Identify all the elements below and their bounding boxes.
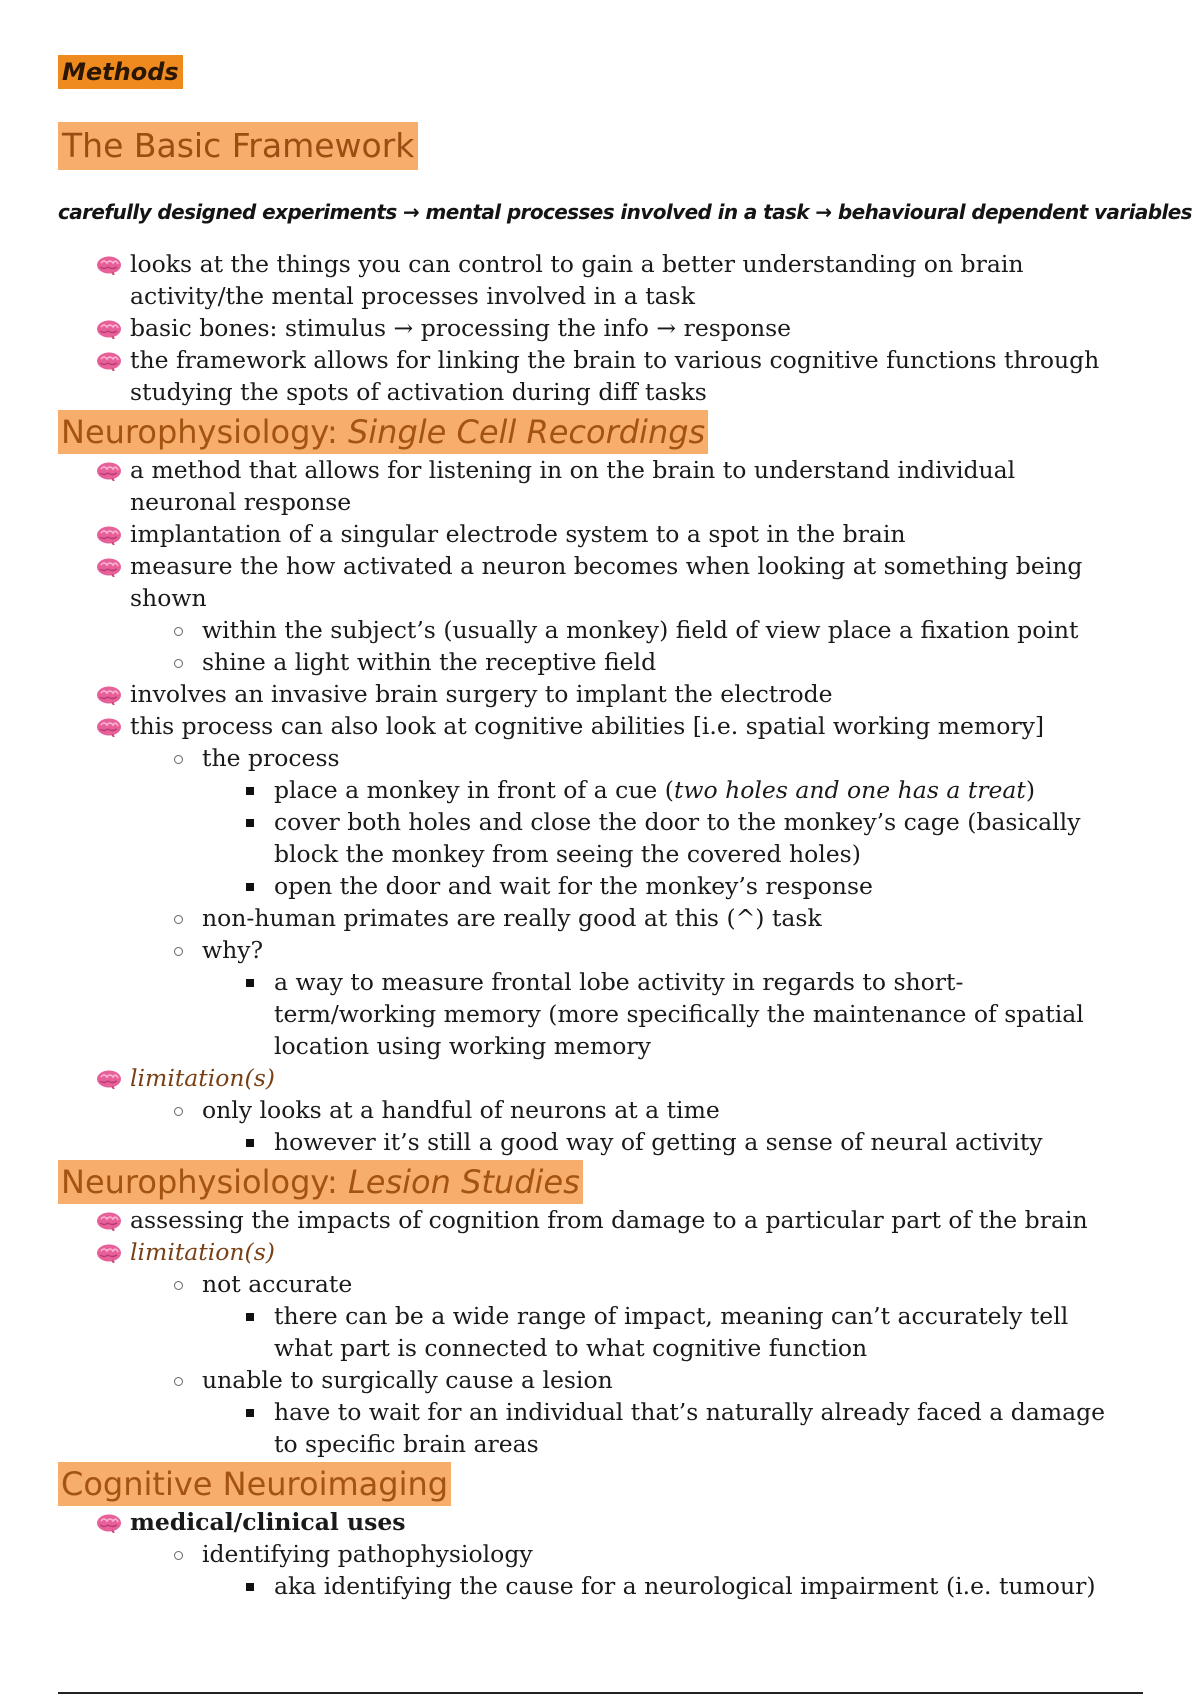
sub-sub-list-item: open the door and wait for the monkey’s response bbox=[202, 870, 1120, 902]
methods-tag: Methods bbox=[58, 55, 183, 89]
circle-bullet-icon bbox=[174, 1107, 183, 1116]
brain-bullet-icon bbox=[96, 1513, 122, 1533]
sub-sub-list-item: cover both holes and close the door to the monkey’s cage (basically block the monkey from seeing the covered holes) bbox=[202, 806, 1120, 870]
sub-list-item: identifying pathophysiology aka identifying the cause for a neurological impairment (i.e. tumour) bbox=[130, 1538, 1120, 1602]
circle-bullet-icon bbox=[174, 627, 183, 636]
sub-sub-list-item: however it’s still a good way of getting a sense of neural activity bbox=[202, 1126, 1120, 1158]
list-item: involves an invasive brain surgery to implant the electrode bbox=[58, 678, 1120, 710]
brain-bullet-icon bbox=[96, 717, 122, 737]
sub-list-item: shine a light within the receptive field bbox=[130, 646, 1120, 678]
framework-flow: carefully designed experiments → mental processes involved in a task → behavioural dependent variables bbox=[58, 200, 1192, 224]
circle-bullet-icon bbox=[174, 755, 183, 764]
heading-cognitive-neuroimaging: Cognitive Neuroimaging bbox=[58, 1462, 451, 1506]
list-item: medical/clinical uses identifying pathophysiology aka identifying the cause for a neurological impairment (i.e. tumour) bbox=[58, 1506, 1120, 1602]
heading-lesion-studies: Neurophysiology: Lesion Studies bbox=[58, 1160, 583, 1204]
circle-bullet-icon bbox=[174, 947, 183, 956]
heading-single-cell: Neurophysiology: Single Cell Recordings bbox=[58, 410, 708, 454]
list-item: assessing the impacts of cognition from damage to a particular part of the brain bbox=[58, 1204, 1120, 1236]
circle-bullet-icon bbox=[174, 1281, 183, 1290]
sub-list-item: non-human primates are really good at this (^) task bbox=[130, 902, 1120, 934]
sub-list-item: the process place a monkey in front of a cue (two holes and one has a treat) cover both holes and close the door to the monkey’s cage (basically block the monkey from seeing the covered holes) open the door and wait for the monkey’s response bbox=[130, 742, 1120, 902]
basic-framework-list bbox=[58, 248, 1120, 408]
brain-bullet-icon bbox=[96, 525, 122, 545]
circle-bullet-icon bbox=[174, 659, 183, 668]
sub-list-item: only looks at a handful of neurons at a time however it’s still a good way of getting a sense of neural activity bbox=[130, 1094, 1120, 1158]
sub-sub-list-item: a way to measure frontal lobe activity in regards to short-term/working memory (more specifically the maintenance of spatial location using working memory bbox=[202, 966, 1120, 1062]
brain-bullet-icon bbox=[96, 1243, 122, 1263]
list-item: this process can also look at cognitive abilities [i.e. spatial working memory] the process place a monkey in front of a cue (two holes and one has a treat) cover both holes and close the door to the monkey’s cage (basically block the monkey from seeing the covered holes) open the door and wait for the monkey’s response non-human primates are really good at this (^) task why? a way to measure frontal lobe activity in regards to short-term/working memory (more specifically the maintenance of spatial location using working memory bbox=[58, 710, 1120, 1062]
sub-sub-list-item: aka identifying the cause for a neurological impairment (i.e. tumour) bbox=[202, 1570, 1120, 1602]
square-bullet-icon bbox=[246, 1409, 254, 1417]
list-item: limitation(s) not accurate there can be a wide range of impact, meaning can’t accurately tell what part is connected to what cognitive function unable to surgically cause a lesion have to wait for an individual that’s naturally already faced a damage to specific brain areas bbox=[58, 1236, 1120, 1460]
page-bottom-rule bbox=[58, 1692, 1143, 1694]
sub-list-item: not accurate there can be a wide range of impact, meaning can’t accurately tell what part is connected to what cognitive function bbox=[130, 1268, 1120, 1364]
list-item: implantation of a singular electrode system to a spot in the brain bbox=[58, 518, 1120, 550]
lesion-list bbox=[58, 1204, 1120, 1460]
circle-bullet-icon bbox=[174, 1551, 183, 1560]
sub-list-item: unable to surgically cause a lesion have to wait for an individual that’s naturally already faced a damage to specific brain areas bbox=[130, 1364, 1120, 1460]
square-bullet-icon bbox=[246, 1313, 254, 1321]
sub-list-item: within the subject’s (usually a monkey) field of view place a fixation point bbox=[130, 614, 1120, 646]
brain-bullet-icon bbox=[96, 1211, 122, 1231]
list-item: measure the how activated a neuron becomes when looking at something being shown within the subject’s (usually a monkey) field of view place a fixation point shine a light within the receptive field bbox=[58, 550, 1120, 678]
circle-bullet-icon bbox=[174, 1377, 183, 1386]
brain-bullet-icon bbox=[96, 461, 122, 481]
neuroimaging-list bbox=[58, 1506, 1120, 1602]
brain-bullet-icon bbox=[96, 319, 122, 339]
sub-sub-list-item: there can be a wide range of impact, meaning can’t accurately tell what part is connected to what cognitive function bbox=[202, 1300, 1120, 1364]
list-item: basic bones: stimulus → processing the info → response bbox=[58, 312, 1120, 344]
sub-list-item: why? a way to measure frontal lobe activity in regards to short-term/working memory (more specifically the maintenance of spatial location using working memory bbox=[130, 934, 1120, 1062]
square-bullet-icon bbox=[246, 1583, 254, 1591]
circle-bullet-icon bbox=[174, 915, 183, 924]
list-item: a method that allows for listening in on the brain to understand individual neuronal response bbox=[58, 454, 1120, 518]
heading-basic-framework: The Basic Framework bbox=[58, 122, 418, 170]
list-item: the framework allows for linking the brain to various cognitive functions through studying the spots of activation during diff tasks bbox=[58, 344, 1120, 408]
list-item: looks at the things you can control to gain a better understanding on brain activity/the mental processes involved in a task bbox=[58, 248, 1120, 312]
brain-bullet-icon bbox=[96, 685, 122, 705]
list-item: limitation(s) only looks at a handful of neurons at a time however it’s still a good way of getting a sense of neural activity bbox=[58, 1062, 1120, 1158]
sub-sub-list-item: place a monkey in front of a cue (two holes and one has a treat) bbox=[202, 774, 1120, 806]
square-bullet-icon bbox=[246, 819, 254, 827]
brain-bullet-icon bbox=[96, 351, 122, 371]
brain-bullet-icon bbox=[96, 1069, 122, 1089]
square-bullet-icon bbox=[246, 787, 254, 795]
square-bullet-icon bbox=[246, 1139, 254, 1147]
square-bullet-icon bbox=[246, 883, 254, 891]
brain-bullet-icon bbox=[96, 557, 122, 577]
brain-bullet-icon bbox=[96, 255, 122, 275]
single-cell-list bbox=[58, 454, 1120, 1158]
square-bullet-icon bbox=[246, 979, 254, 987]
sub-sub-list-item: have to wait for an individual that’s naturally already faced a damage to specific brain areas bbox=[202, 1396, 1120, 1460]
